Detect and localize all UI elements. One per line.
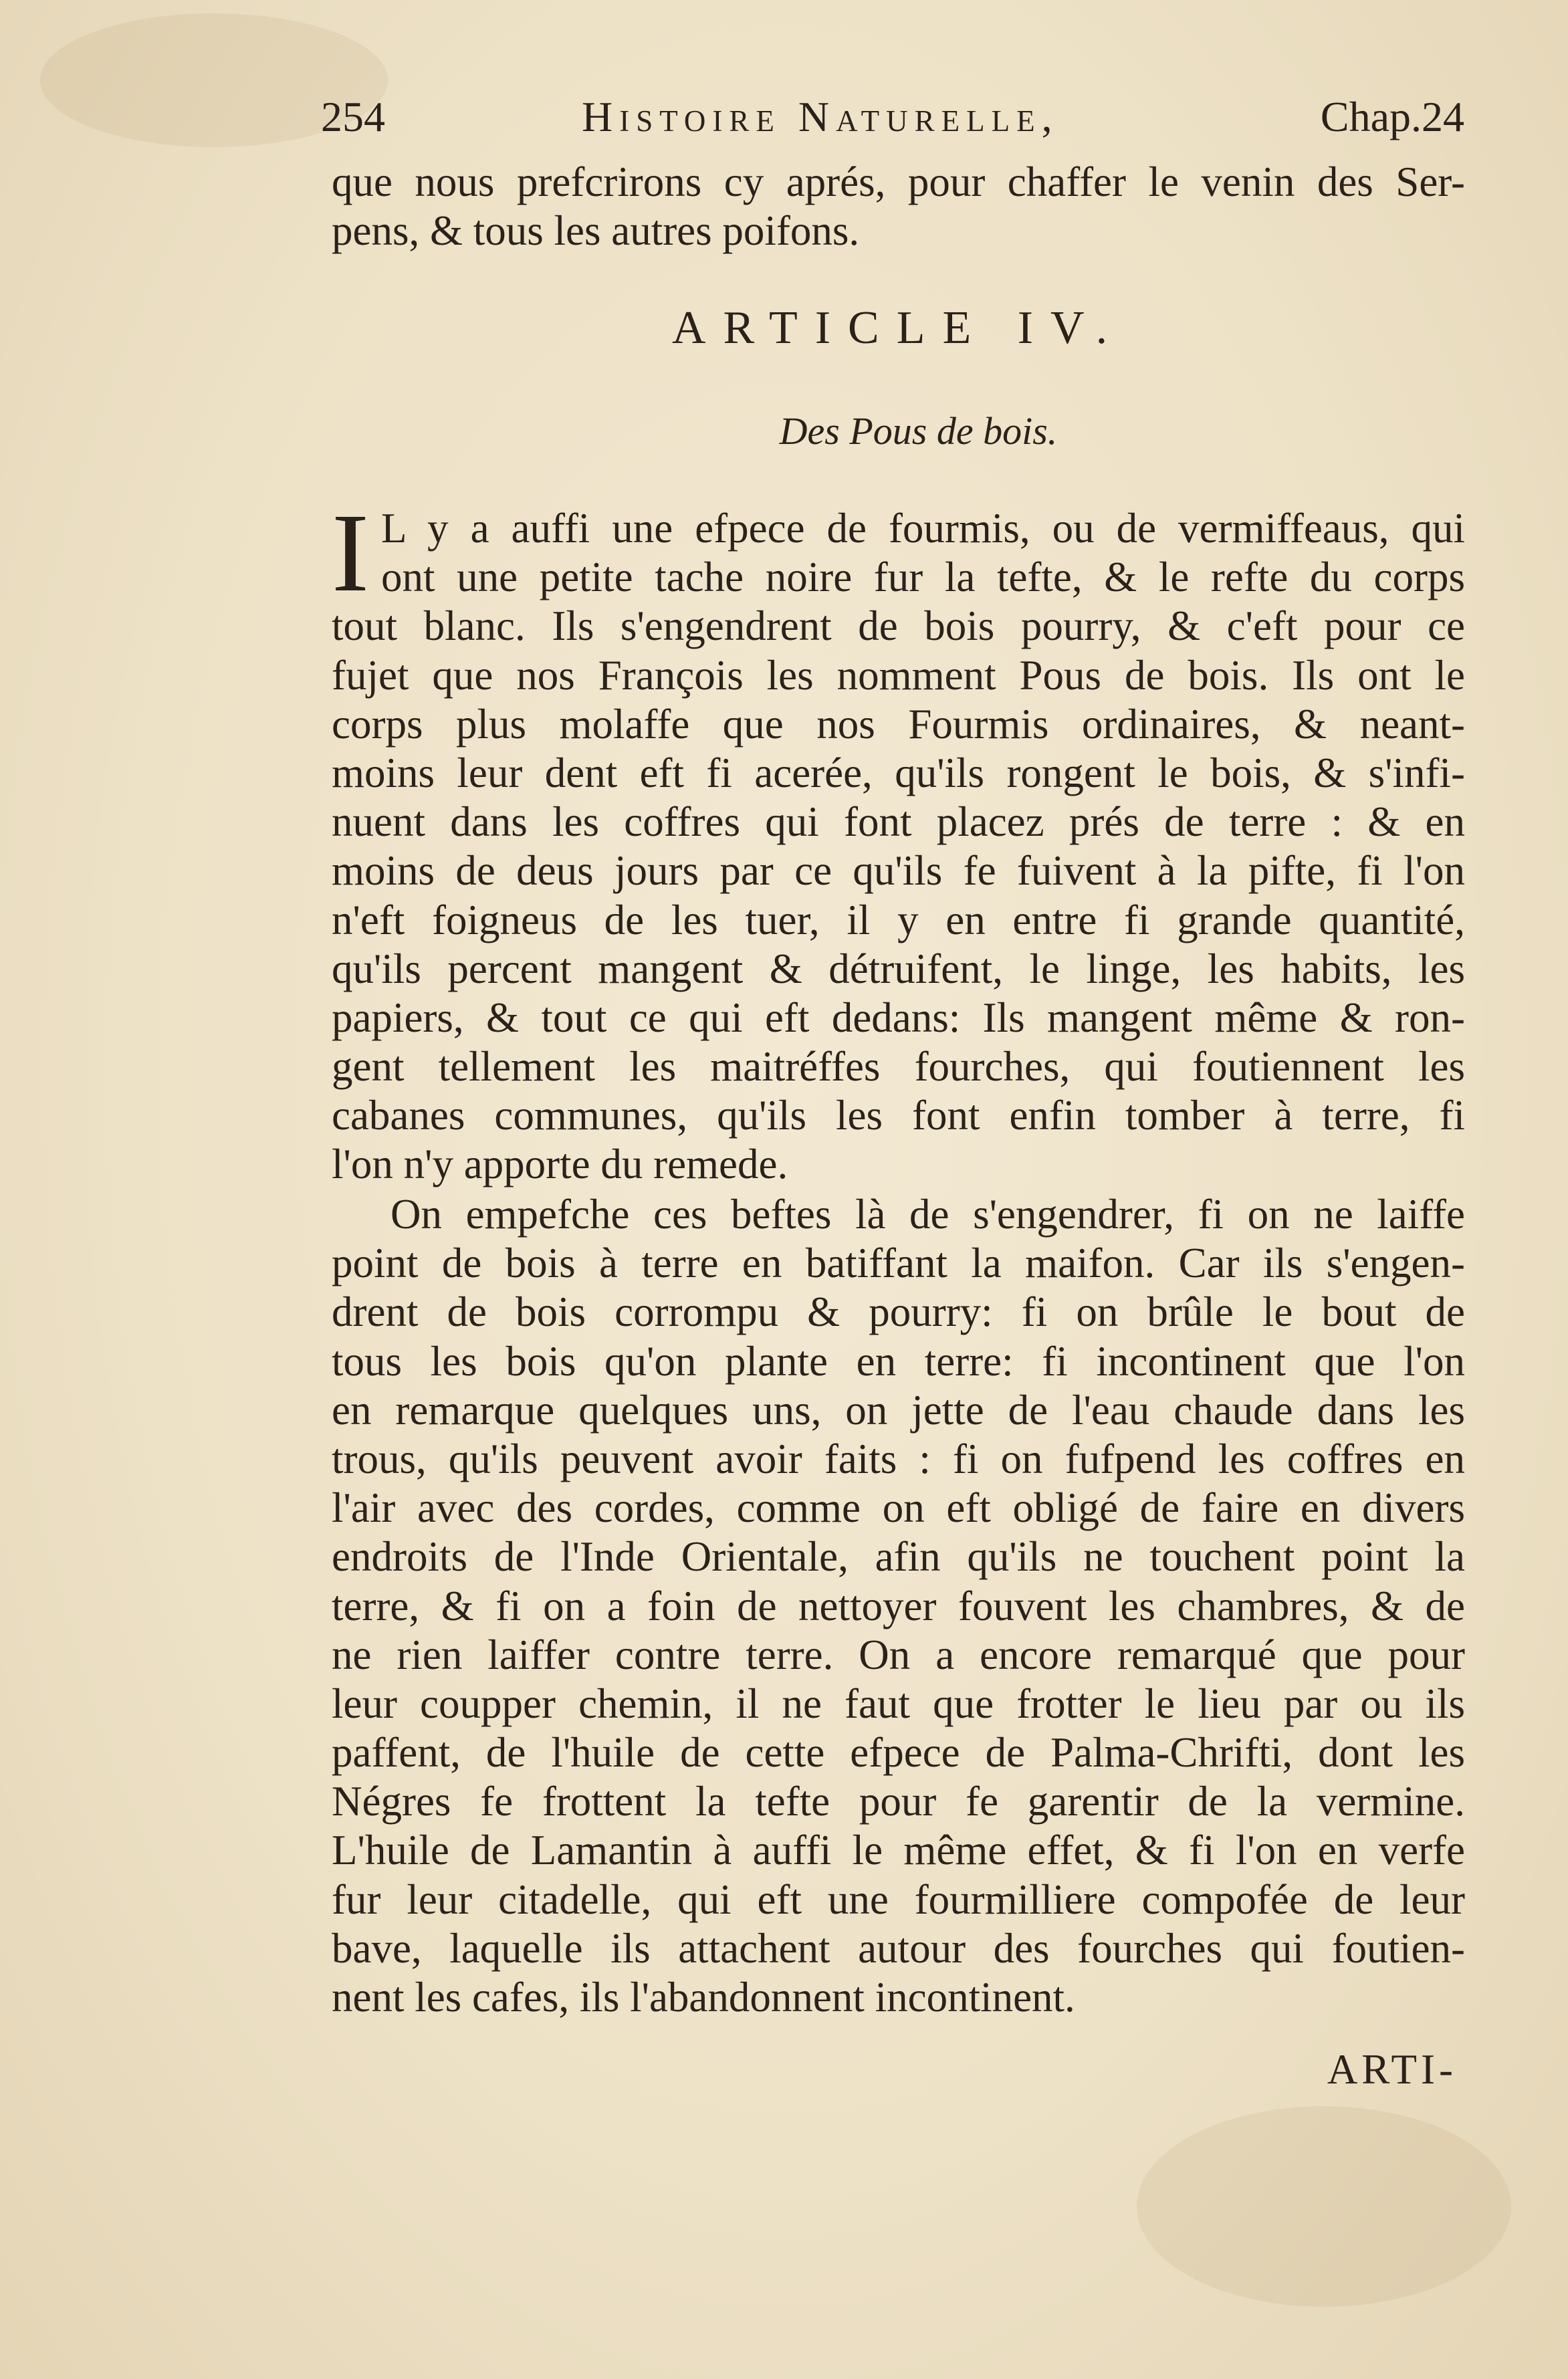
text-line: ont une petite tache noire fur la tefte, & le refte du corps [381, 554, 1465, 601]
text-line: l'air avec des cordes, comme on eft obligé de faire en divers [332, 1484, 1465, 1532]
chapter-label: Chap.24 [1320, 93, 1464, 140]
running-title: Histoire Naturelle, [582, 93, 1059, 140]
text-line: fujet que nos François les nomment Pous de bois. Ils ont le [332, 651, 1465, 699]
text-line: n'eft foigneus de les tuer, il y en entre fi grande quantité, [332, 896, 1465, 943]
text-line: qu'ils percent mangent & détruifent, le linge, les habits, les [332, 945, 1465, 992]
text-line: terre, & fi on a foin de nettoyer fouvent les chambres, & de [332, 1582, 1465, 1629]
paragraph-1 [332, 491, 1465, 1190]
text-line: Négres fe frottent la tefte pour fe garentir de la vermine. [332, 1778, 1465, 1825]
text-line: trous, qu'ils peuvent avoir faits : fi on fufpend les coffres en [332, 1435, 1465, 1482]
text-line: L y a auffi une efpece de fourmis, ou de vermiffeaus, qui [381, 505, 1465, 552]
text-line: cabanes communes, qu'ils les font enfin tomber à terre, fi [332, 1092, 1465, 1139]
text-line: tout blanc. Ils s'engendrent de bois pourry, & c'eft pour ce [332, 602, 1465, 650]
intro-text [332, 158, 1465, 255]
article-subtitle: Des Pous de bois. [779, 409, 1058, 453]
running-head [321, 87, 1464, 147]
text-line: drent de bois corrompu & pourry: fi on brûle le bout de [332, 1288, 1465, 1336]
text-line: tous les bois qu'on plante en terre: fi incontinent que l'on [332, 1337, 1465, 1385]
text-line: corps plus molaffe que nos Fourmis ordinaires, & neant- [332, 700, 1465, 748]
text-line: l'on n'y apporte du remede. [332, 1141, 788, 1188]
page-number: 254 [321, 93, 385, 140]
text-line: papiers, & tout ce qui eft dedans: Ils mangent même & ron- [332, 994, 1465, 1041]
text-line: On empefche ces beftes là de s'engendrer, fi on ne laiffe [390, 1191, 1465, 1238]
text-line: gent tellement les maitréffes fourches, qui foutiennent les [332, 1043, 1465, 1091]
text-line: L'huile de Lamantin à auffi le même effet, & fi l'on en verfe [332, 1827, 1465, 1874]
article-heading: ARTICLE IV. [671, 302, 1125, 354]
text-line: nent les cafes, ils l'abandonnent incontinent. [332, 1974, 1075, 2021]
text-line: ne rien laiffer contre terre. On a encore remarqué que pour [332, 1631, 1465, 1678]
catchword: ARTI- [1327, 2046, 1457, 2093]
drop-cap: I [332, 491, 369, 615]
paragraph-2 [332, 1190, 1465, 2022]
text-line: moins leur dent eft fi acerée, qu'ils rongent le bois, & s'infi- [332, 749, 1465, 796]
text-line: point de bois à terre en batiffant la maifon. Car ils s'engen- [332, 1240, 1465, 1287]
text-line: endroits de l'Inde Orientale, afin qu'ils ne touchent point la [332, 1533, 1465, 1581]
text-line: fur leur citadelle, qui eft une fourmilliere compofée de leur [332, 1876, 1465, 1923]
text-line: en remarque quelques uns, on jette de l'eau chaude dans les [332, 1386, 1465, 1434]
text-line: nuent dans les coffres qui font placez prés de terre : & en [332, 798, 1465, 846]
text-line: pens, & tous les autres poifons. [332, 207, 860, 255]
text-line: paffent, de l'huile de cette efpece de Palma-Chrifti, dont les [332, 1729, 1465, 1777]
text-line: bave, laquelle ils attachent autour des fourches qui foutien- [332, 1924, 1465, 1972]
text-line: leur coupper chemin, il ne faut que frotter le lieu par ou ils [332, 1680, 1465, 1727]
text-line: moins de deus jours par ce qu'ils fe fuivent à la pifte, fi l'on [332, 847, 1465, 895]
text-line: que nous prefcrirons cy aprés, pour chaffer le venin des Ser- [332, 158, 1465, 205]
paper-stain [1137, 2106, 1511, 2307]
